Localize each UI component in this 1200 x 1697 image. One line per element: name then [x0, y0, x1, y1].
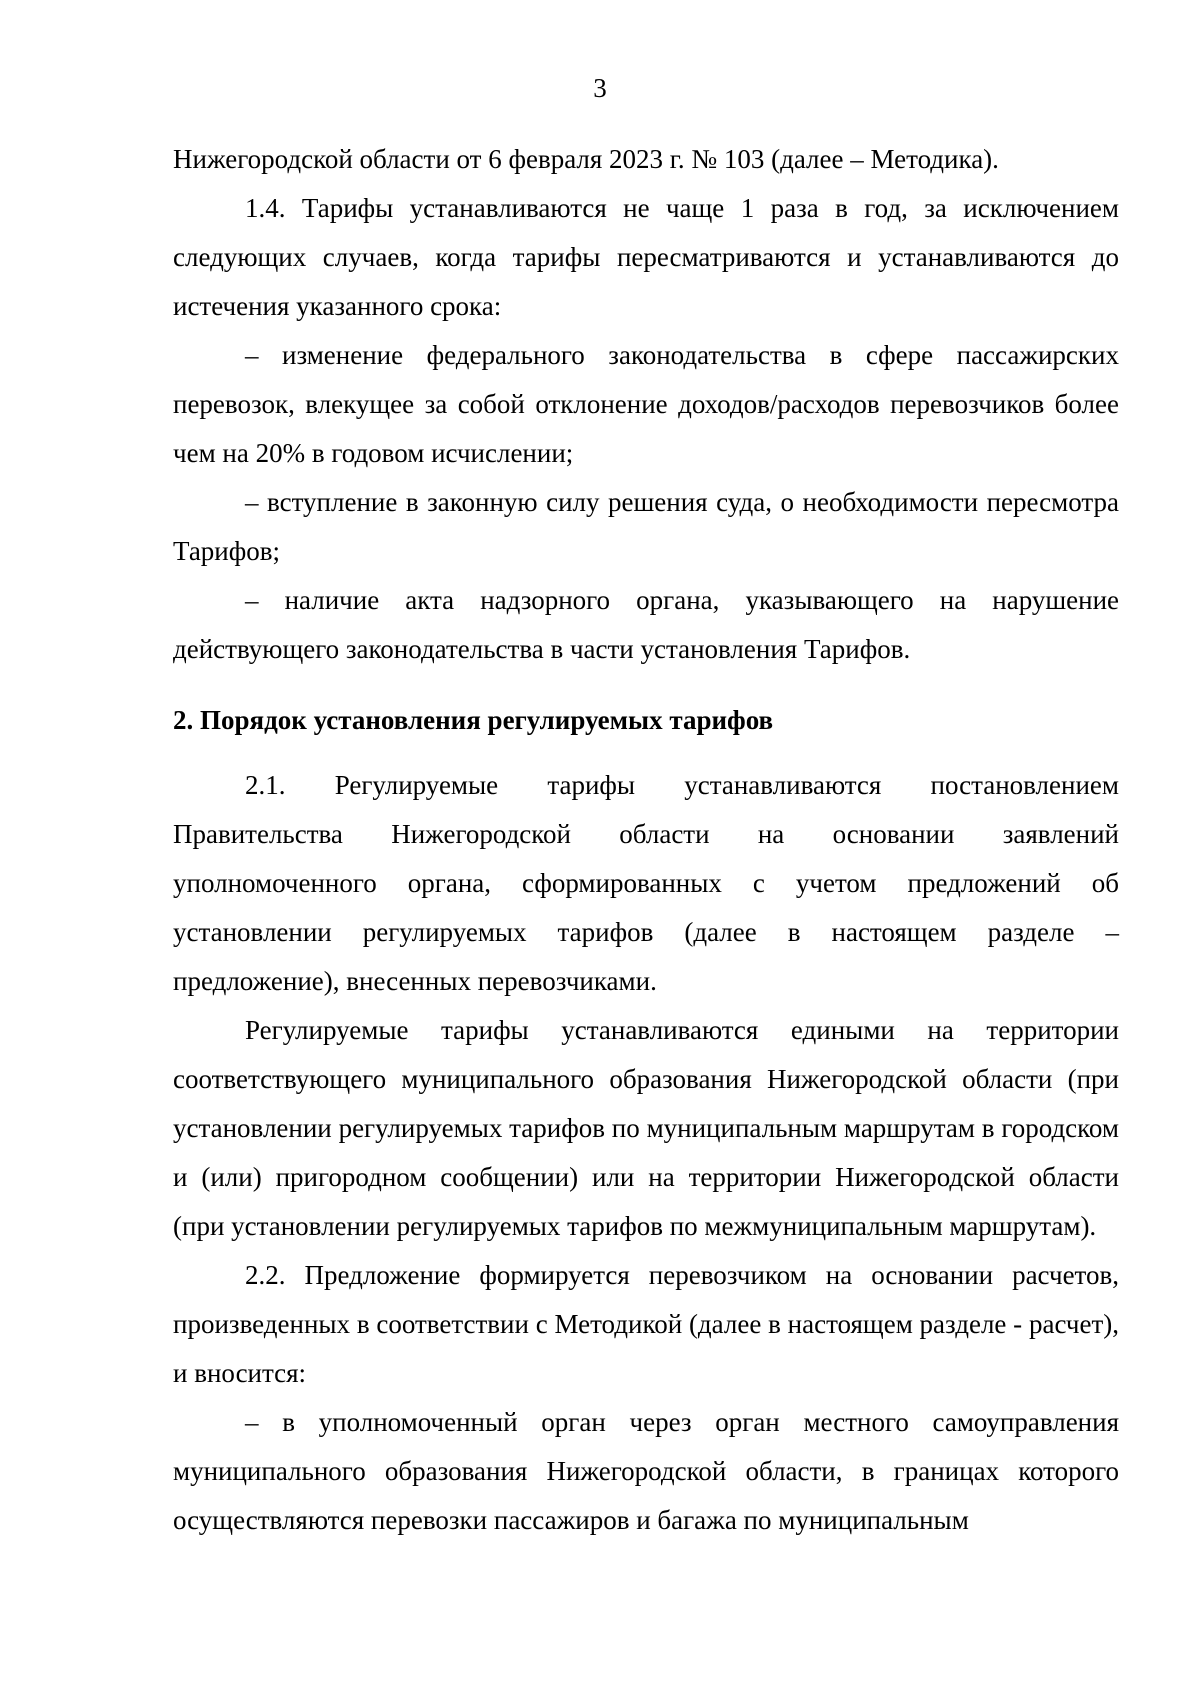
- page-number: 3: [593, 73, 607, 103]
- paragraph-2-1: 2.1. Регулируемые тарифы устанавливаются постановлением Правительства Нижегородской области на основании заявлений уполномоченного органа, сформированных с учетом предложений об установлении регулируемых тарифов (далее в настоящем разделе – предложение), внесенных перевозчиками.: [173, 770, 1119, 996]
- list-item-federal-law: – изменение федерального законодательства в сфере пассажирских перевозок, влекущее за собой отклонение доходов/расходов перевозчиков более чем на 20% в годовом исчислении;: [173, 340, 1119, 468]
- paragraph-continuation: Нижегородской области от 6 февраля 2023 г. № 103 (далее – Методика).: [173, 144, 999, 174]
- paragraph-uniform-tariffs: Регулируемые тарифы устанавливаются едиными на территории соответствующего муниципального образования Нижегородской области (при установлении регулируемых тарифов по муниципальным маршрутам в городском и (или) пригородном сообщении) или на территории Нижегородской области (при установлении регулируемых тарифов по межмуниципальным маршрутам).: [173, 1015, 1119, 1241]
- list-item-supervisory-act: – наличие акта надзорного органа, указывающего на нарушение действующего законодательства в части установления Тарифов.: [173, 585, 1119, 664]
- document-body: [173, 135, 1119, 1545]
- list-item-authorized-body: – в уполномоченный орган через орган местного самоуправления муниципального образования Нижегородской области, в границах которого осуществляются перевозки пассажиров и багажа по муниципальным: [173, 1407, 1119, 1535]
- list-item-court-decision: – вступление в законную силу решения суда, о необходимости пересмотра Тарифов;: [173, 487, 1119, 566]
- paragraph-1-4: 1.4. Тарифы устанавливаются не чаще 1 раза в год, за исключением следующих случаев, когда тарифы пересматриваются и устанавливаются до истечения указанного срока:: [173, 193, 1119, 321]
- section-heading: 2. Порядок установления регулируемых тарифов: [173, 705, 774, 735]
- paragraph-2-2: 2.2. Предложение формируется перевозчиком на основании расчетов, произведенных в соответствии с Методикой (далее в настоящем разделе - расчет), и вносится:: [173, 1260, 1119, 1388]
